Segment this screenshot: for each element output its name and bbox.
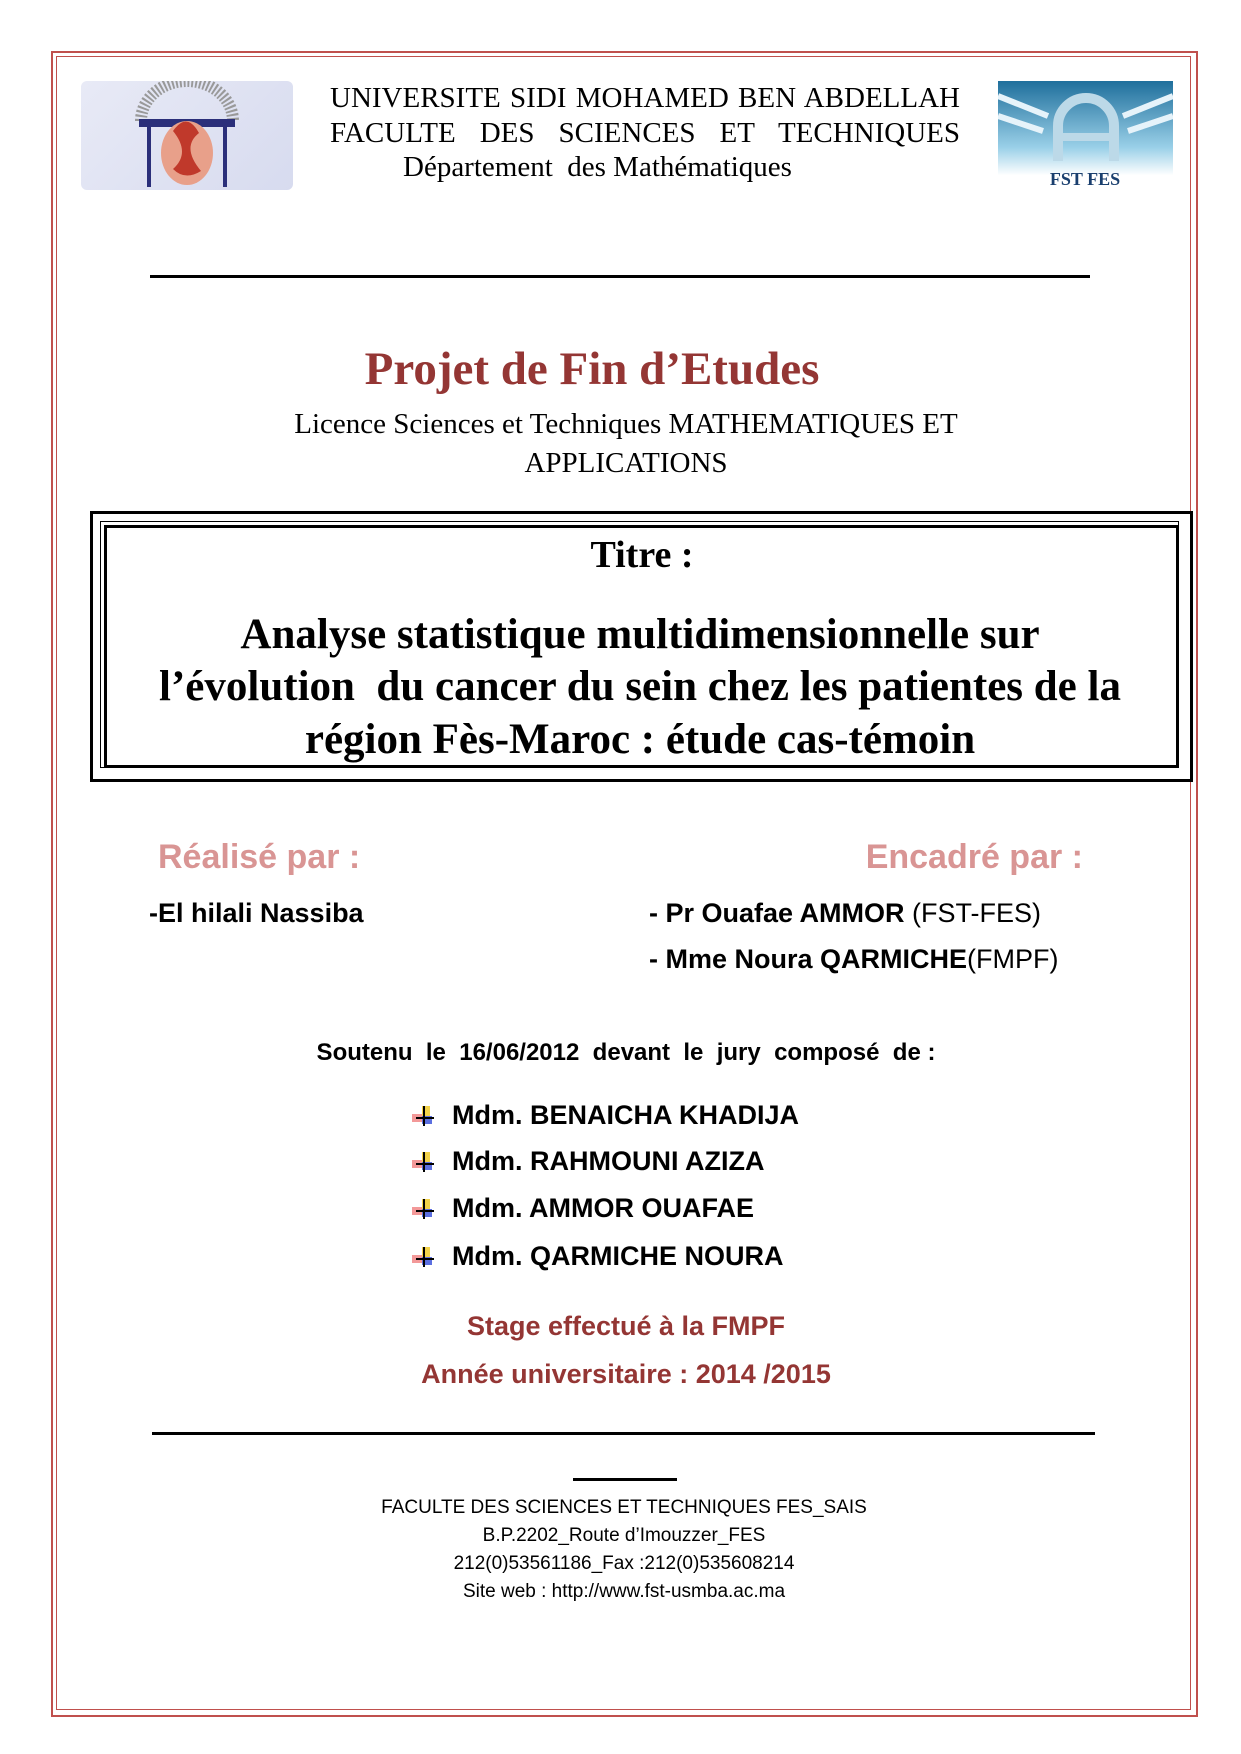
jury-member-name: Mdm. BENAICHA KHADIJA [452,1100,800,1130]
jury-member-name: Mdm. RAHMOUNI AZIZA [452,1146,765,1176]
supervisor-2-name: - Mme Noura QARMICHE [649,944,968,974]
defense-text: Soutenu le 16/06/2012 devant le jury composé de : [316,1039,936,1066]
supervisor-2 [649,944,1058,975]
footer-line-3: 212(0)53561186_Fax :212(0)535608214 [453,1553,795,1574]
supervisor-2-affiliation: (FMPF) [967,944,1059,974]
jury-list [412,1102,872,1302]
internship-place: Stage effectué à la FMPF [466,1311,786,1341]
fst-fes-logo [998,81,1173,192]
realise-par-label: Réalisé par : [158,838,361,876]
university-name: UNIVERSITE SIDI MOHAMED BEN ABDELLAH [330,82,960,114]
licence-line-1: Licence Sciences et Techniques MATHEMATIQUES ET [294,408,958,440]
department-name: Département des Mathématiques [403,151,792,183]
footer-website: Site web : http://www.fst-usmba.ac.ma [462,1581,786,1602]
quad-square-bullet-icon [412,1245,436,1269]
licence-line-2: APPLICATIONS [524,447,728,479]
title-label: Titre : [590,534,694,576]
quad-square-bullet-icon [412,1197,436,1221]
encadre-par-label: Encadré par : [865,838,1083,876]
supervisor-1-affiliation: (FST-FES) [904,898,1042,928]
header-divider [150,275,1090,278]
student-name: -El hilali Nassiba [149,898,364,928]
quad-square-bullet-icon [412,1104,436,1128]
footer-divider [152,1432,1095,1435]
jury-member-name: Mdm. AMMOR OUAFAE [452,1193,754,1223]
quad-square-bullet-icon [412,1150,436,1174]
footer-line-2: B.P.2202_Route d’Imouzzer_FES [482,1525,766,1546]
faculty-name: FACULTE DES SCIENCES ET TECHNIQUES [330,117,960,149]
fst-fes-logo-text: FST FES [1049,169,1121,189]
footer-line-1: FACULTE DES SCIENCES ET TECHNIQUES FES_SAIS [381,1497,867,1518]
supervisor-1 [649,898,1041,929]
university-logo [81,81,293,190]
title-line-3: région Fès-Maroc : étude cas-témoin [304,716,976,763]
project-heading: Projet de Fin d’Etudes [364,343,820,395]
academic-year: Année universitaire : 2014 /2015 [421,1359,831,1389]
supervisor-1-name: - Pr Ouafae AMMOR [649,898,905,928]
footer-short-divider [573,1478,677,1481]
title-line-1: Analyse statistique multidimensionnelle sur [240,611,1040,658]
jury-member-name: Mdm. QARMICHE NOURA [452,1241,784,1271]
page-border-inner [56,56,1191,1710]
title-line-2: l’évolution du cancer du sein chez les patientes de la [159,663,1121,710]
